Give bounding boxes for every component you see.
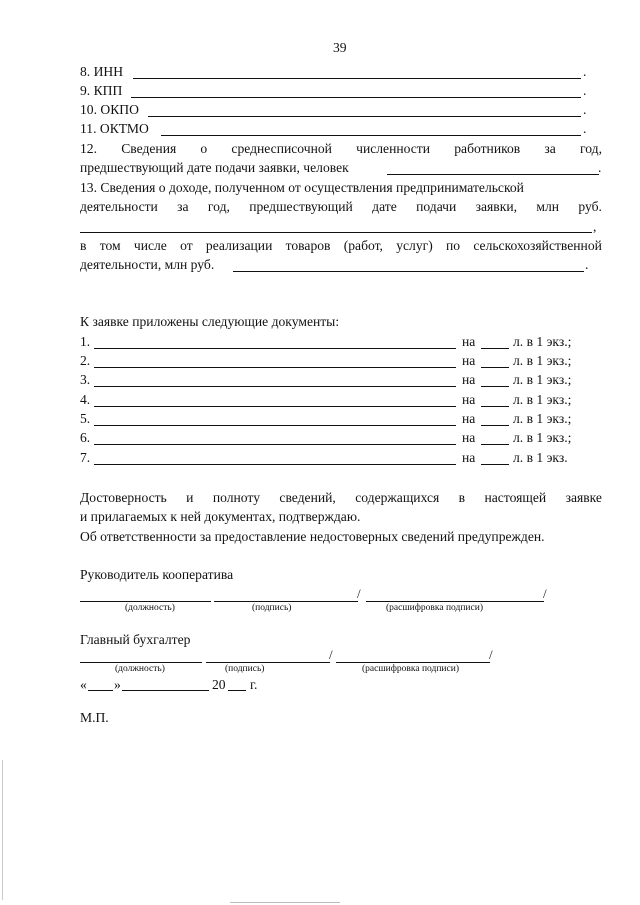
attachments-heading: К заявке приложены следующие документы: bbox=[80, 314, 340, 329]
attachment-pages-line[interactable] bbox=[481, 367, 509, 368]
attachment-pages-line[interactable] bbox=[481, 425, 509, 426]
income-line[interactable] bbox=[80, 232, 592, 233]
date-year-prefix: 20 bbox=[212, 677, 226, 692]
confirm-line2: и прилагаемых к ней документах, подтверждаю. bbox=[80, 509, 361, 524]
accountant-slash-2: / bbox=[489, 647, 493, 662]
accountant-position-caption: (должность) bbox=[115, 664, 165, 674]
item13-line2: деятельности за год, предшествующий дате подачи заявки, млн руб. bbox=[80, 199, 602, 214]
okpo-dot: . bbox=[583, 102, 587, 117]
chairman-slash-2: / bbox=[543, 586, 547, 601]
confirm-line1: Достоверность и полноту сведений, содержащихся в настоящей заявке bbox=[80, 490, 602, 505]
attachment-name-line[interactable] bbox=[94, 348, 456, 349]
accountant-decoding-caption: (расшифровка подписи) bbox=[362, 664, 459, 674]
attachment-pages-line[interactable] bbox=[481, 464, 509, 465]
date-quote-close: » bbox=[114, 677, 121, 692]
agri-income-line[interactable] bbox=[233, 271, 584, 272]
attachment-pages-line[interactable] bbox=[481, 406, 509, 407]
attachment-name-line[interactable] bbox=[94, 406, 456, 407]
stamp-place: М.П. bbox=[80, 710, 109, 725]
accountant-title: Главный бухгалтер bbox=[80, 632, 191, 647]
attachment-pages-line[interactable] bbox=[481, 348, 509, 349]
kpp-dot: . bbox=[583, 83, 587, 98]
inn-label: 8. ИНН bbox=[80, 64, 124, 79]
chairman-signature-line[interactable] bbox=[214, 601, 358, 602]
attachment-name-line[interactable] bbox=[94, 444, 456, 445]
chairman-title: Руководитель кооператива bbox=[80, 567, 234, 582]
item12-line2: предшествующий дате подачи заявки, человек bbox=[80, 160, 349, 175]
scan-edge-bottom bbox=[230, 902, 340, 903]
date-year-line[interactable] bbox=[228, 690, 246, 691]
chairman-decoding-caption: (расшифровка подписи) bbox=[386, 603, 483, 613]
accountant-signature-caption: (подпись) bbox=[225, 664, 265, 674]
chairman-signature-caption: (подпись) bbox=[252, 603, 292, 613]
attachment-name-line[interactable] bbox=[94, 386, 456, 387]
accountant-position-line[interactable] bbox=[80, 662, 202, 663]
kpp-line[interactable] bbox=[131, 97, 581, 98]
chairman-slash-1: / bbox=[357, 586, 361, 601]
date-day-line[interactable] bbox=[88, 690, 113, 691]
date-quote-open: « bbox=[80, 677, 87, 692]
item12-line1: 12. Сведения о среднесписочной численности работников за год, bbox=[80, 141, 602, 156]
item13-line5: деятельности, млн руб. bbox=[80, 257, 215, 272]
chairman-position-caption: (должность) bbox=[125, 603, 175, 613]
employees-line[interactable] bbox=[387, 174, 599, 175]
scan-edge-left bbox=[2, 760, 3, 900]
kpp-label: 9. КПП bbox=[80, 83, 123, 98]
attachment-name-line[interactable] bbox=[94, 425, 456, 426]
attachment-pages-line[interactable] bbox=[481, 386, 509, 387]
inn-line[interactable] bbox=[133, 78, 581, 79]
document-page: 39 8. ИНН . 9. КПП . 10. ОКПО . 11. ОКТМО . 12. Сведения о среднесписочной численности работников за год, предшествующий дате подачи заявки, человек . 13. Сведения о доходе, полученном от осуществления предпринимательской деятельности за год, предшествующий дате подачи заявки, млн руб. , в том числе от реализации товаров (работ, услуг) по сельскохозяйственной деятельности, млн руб. . К заявке приложены следующие документы: 1. на л. в 1 экз.; 2. на л. в 1 экз.; 3. на л. в 1 экз.; 4. на л. в 1 экз.; 5. на л. в 1 экз.; 6. на л. в 1 экз.; 7. на л. в 1 экз. Достоверность и полноту сведений, содержащихся в настоящей заявке и прилагаемых к ней документах, подтверждаю. Об ответственности за предоставление недостоверных сведений предупрежден. Руководитель кооператива / / (должность) (подпись) (расшифровка подписи) Главный бухгалтер / / (должность) (подпись) (расшифровка подписи) « » 20 г. М.П. bbox=[0, 0, 640, 905]
inn-dot: . bbox=[583, 64, 587, 79]
item13-line1: 13. Сведения о доходе, полученном от осуществления предпринимательской bbox=[80, 180, 524, 195]
item12-dot: . bbox=[598, 160, 602, 175]
item13-line4: в том числе от реализации товаров (работ, услуг) по сельскохозяйственной bbox=[80, 238, 602, 253]
confirm-line3: Об ответственности за предоставление недостоверных сведений предупрежден. bbox=[80, 529, 545, 544]
chairman-decoding-line[interactable] bbox=[366, 601, 544, 602]
attachment-pages-line[interactable] bbox=[481, 444, 509, 445]
accountant-slash-1: / bbox=[329, 647, 333, 662]
accountant-decoding-line[interactable] bbox=[336, 662, 490, 663]
chairman-position-line[interactable] bbox=[80, 601, 211, 602]
page-number: 39 bbox=[333, 40, 347, 55]
oktmo-label: 11. ОКТМО bbox=[80, 121, 149, 136]
okpo-line[interactable] bbox=[148, 116, 581, 117]
attachment-name-line[interactable] bbox=[94, 367, 456, 368]
date-year-suffix: г. bbox=[250, 677, 258, 692]
okpo-label: 10. ОКПО bbox=[80, 102, 139, 117]
date-month-line[interactable] bbox=[122, 690, 209, 691]
item13-dot: . bbox=[585, 257, 589, 272]
accountant-signature-line[interactable] bbox=[206, 662, 330, 663]
attachment-name-line[interactable] bbox=[94, 464, 456, 465]
item13-comma: , bbox=[593, 219, 597, 234]
oktmo-dot: . bbox=[583, 121, 587, 136]
oktmo-line[interactable] bbox=[161, 135, 581, 136]
